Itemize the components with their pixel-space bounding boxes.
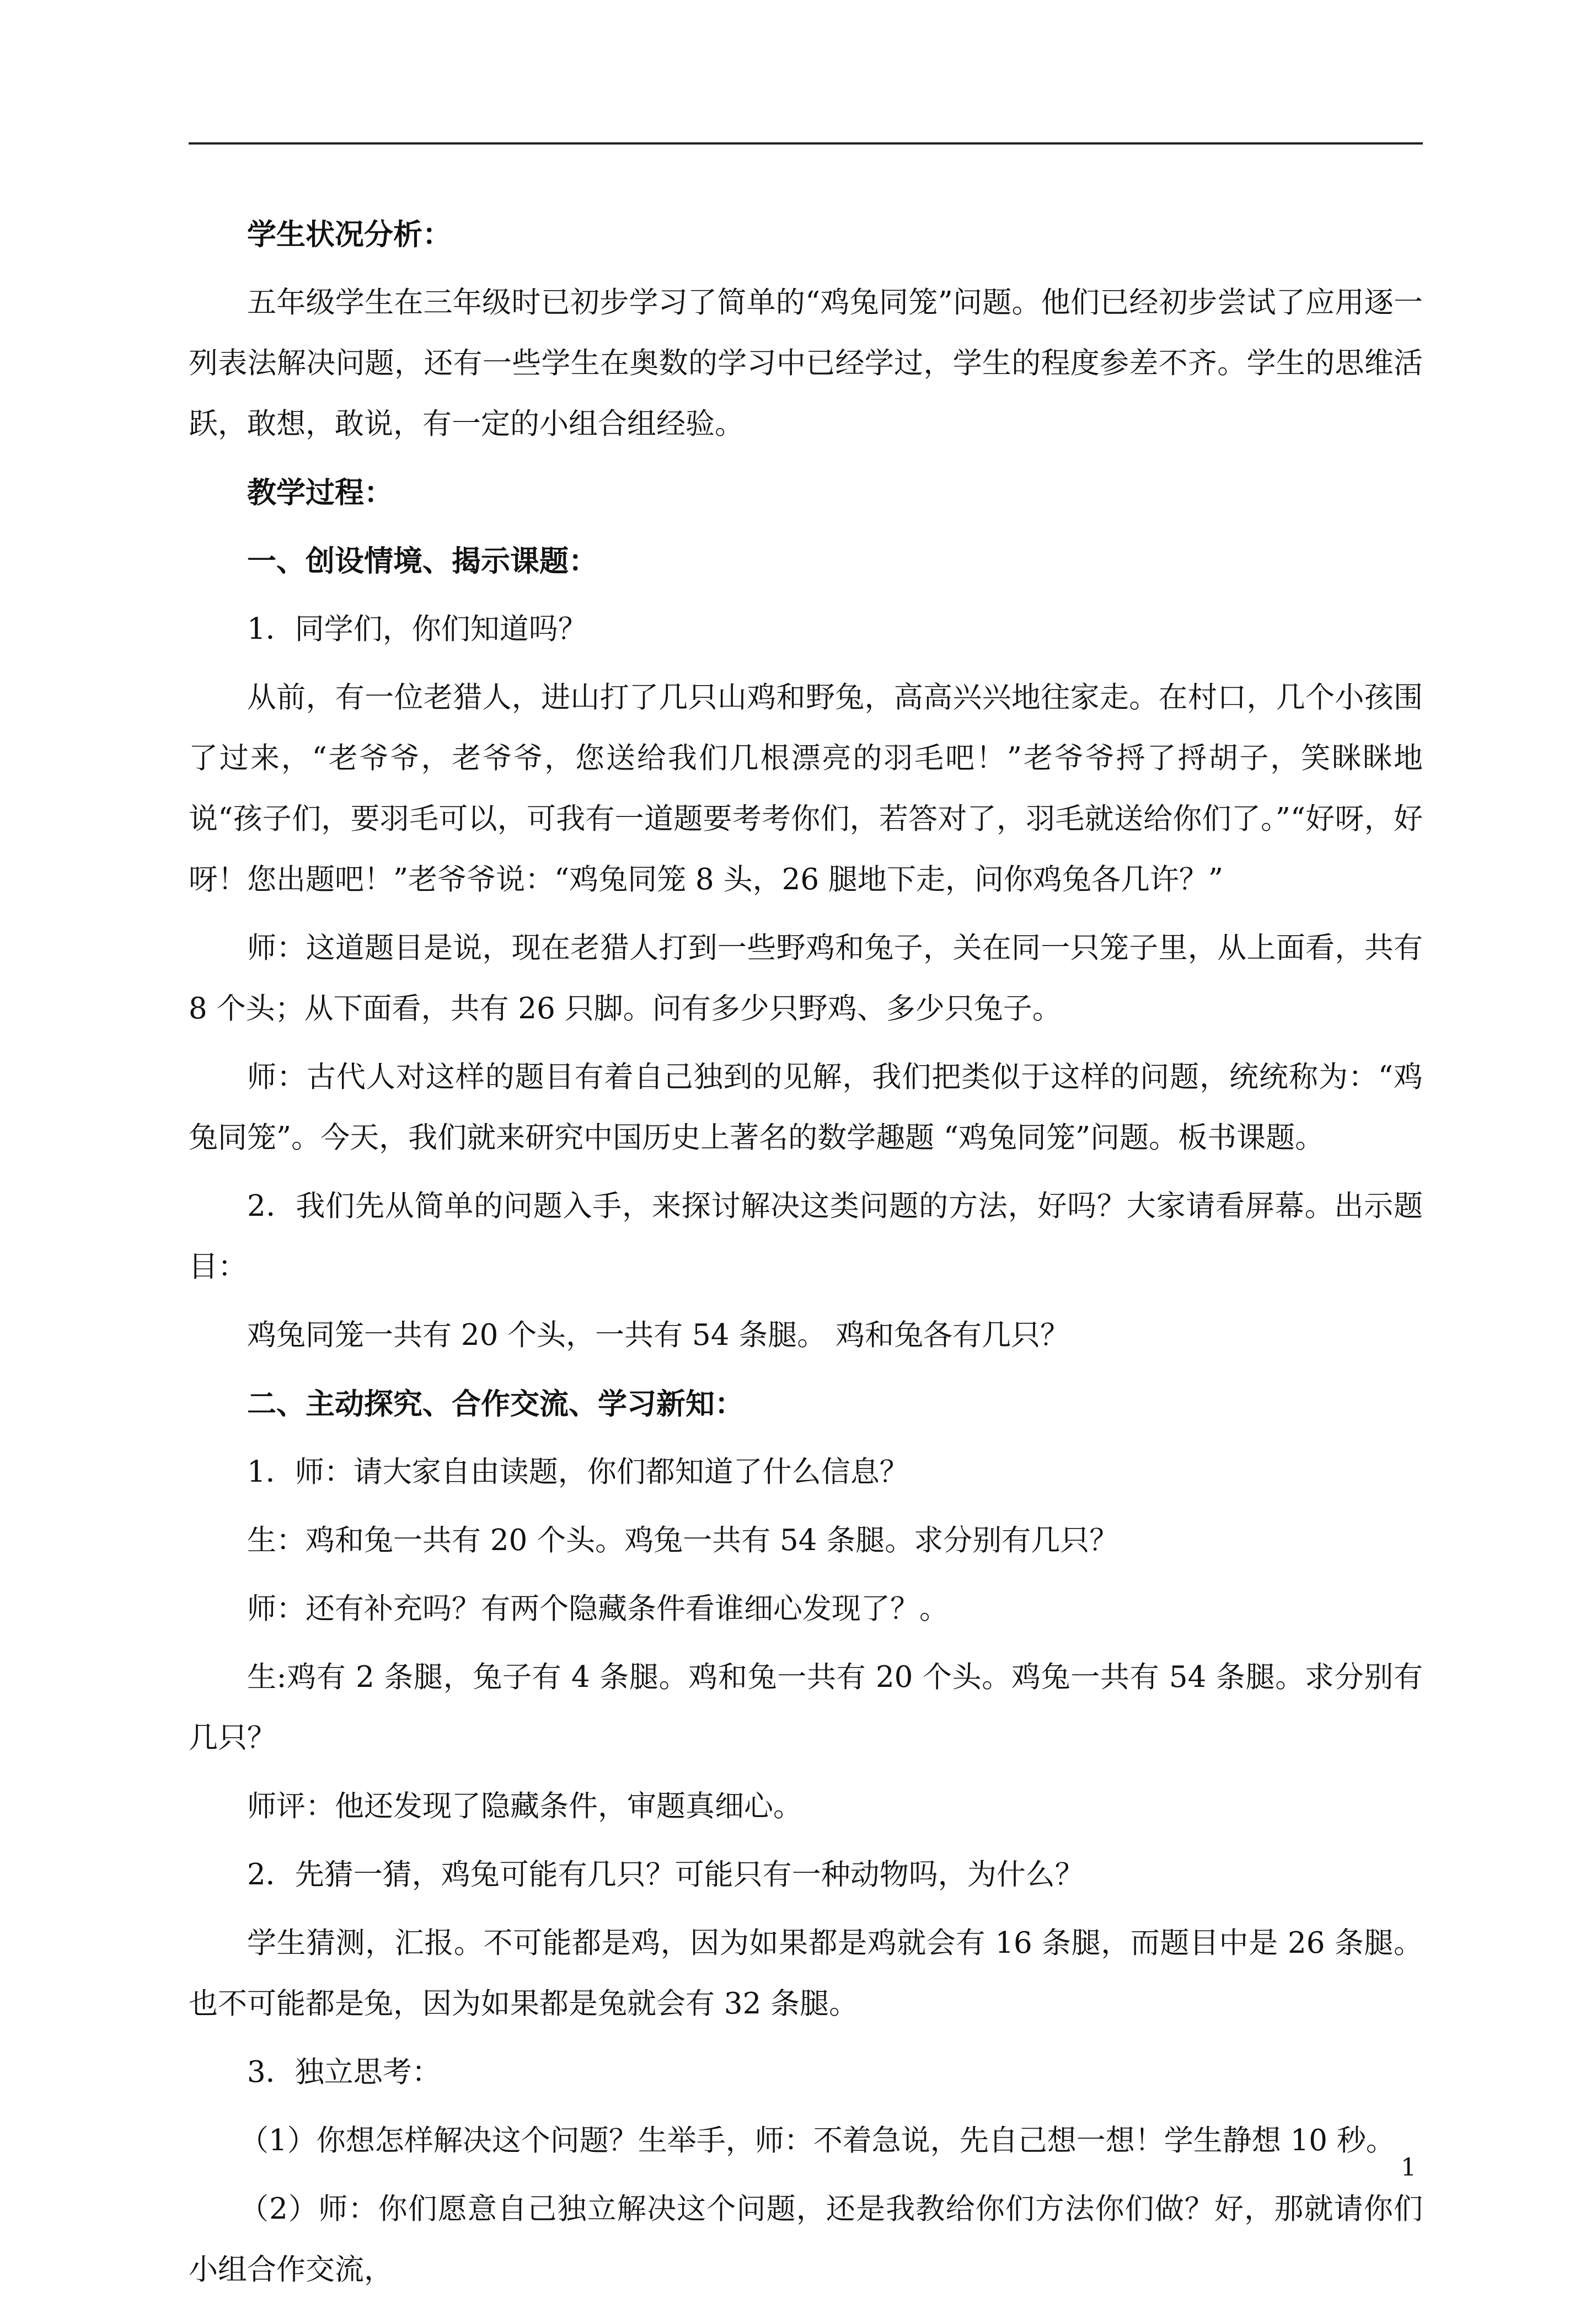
paragraph-student-guess: 学生猜测，汇报。不可能都是鸡，因为如果都是鸡就会有 16 条腿，而题目中是 26 条腿。也不可能都是兔，因为如果都是兔就会有 32 条腿。 [189,1926,1423,2021]
paragraph-sub-1: （1）你想怎样解决这个问题？生举手，师：不着急说，先自己想一想！学生静想 10 秒。 [239,2124,1395,2157]
section-heading-student-analysis: 学生状况分析： [247,217,452,252]
document-body [189,204,1423,2308]
paragraph-student-analysis: 五年级学生在三年级时已初步学习了简单的“鸡兔同笼”问题。他们已经初步尝试了应用逐一列表法解决问题，还有一些学生在奥数的学习中已经学过，学生的程度参差不齐。学生的思维活跃，敢想，敢说，有一定的小组合组经验。 [189,286,1423,441]
paragraph-teacher-explain: 师：这道题目是说，现在老猎人打到一些野鸡和兔子，关在同一只笼子里，从上面看，共有 8 个头；从下面看，共有 26 只脚。问有多少只野鸡、多少只兔子。 [189,931,1423,1025]
page-number: 1 [1401,2154,1416,2182]
paragraph-story: 从前，有一位老猎人，进山打了几只山鸡和野兔，高高兴兴地往家走。在村口，几个小孩围了过来，“老爷爷，老爷爷，您送给我们几根漂亮的羽毛吧！”老爷爷捋了捋胡子，笑眯眯地说“孩子们，要羽毛可以，可我有一道题要考考你们，若答对了，羽毛就送给你们了。”“好呀，好呀！您出题吧！”老爷爷说：“鸡兔同笼 8 头，26 腿地下走，问你鸡兔各几许？” [189,681,1423,896]
header-rule [189,142,1423,145]
section-heading-part-two: 二、主动探究、合作交流、学习新知： [247,1387,744,1421]
paragraph-teacher-comment: 师评：他还发现了隐藏条件，审题真细心。 [247,1789,802,1823]
paragraph-problem-statement: 鸡兔同笼一共有 20 个头，一共有 54 条腿。 鸡和兔各有几只？ [247,1318,1070,1352]
paragraph-teacher-read: 1．师：请大家自由读题，你们都知道了什么信息？ [247,1455,909,1489]
paragraph-sub-2: （2）师：你们愿意自己独立解决这个问题，还是我教给你们方法你们做？好，那就请你们小组合作交流， [189,2192,1423,2286]
section-heading-part-one: 一、创设情境、揭示课题： [247,544,598,578]
section-heading-teaching-process: 教学过程： [247,476,393,510]
paragraph-student-answer-1: 生：鸡和兔一共有 20 个头。鸡兔一共有 54 条腿。求分别有几只？ [247,1524,1119,1557]
paragraph-simple-problem: 2．我们先从简单的问题入手，来探讨解决这类问题的方法，好吗？大家请看屏幕。出示题目： [189,1189,1423,1284]
paragraph-student-answer-2: 生:鸡有 2 条腿，兔子有 4 条腿。鸡和兔一共有 20 个头。鸡兔一共有 54 条腿。求分别有几只？ [189,1660,1423,1755]
paragraph-guess: 2．先猜一猜，鸡兔可能有几只？可能只有一种动物吗，为什么？ [247,1858,1084,1892]
paragraph-independent-thinking: 3．独立思考： [247,2055,441,2089]
paragraph-teacher-history: 师：古代人对这样的题目有着自己独到的见解，我们把类似于这样的问题，统统称为：“鸡兔同笼”。今天，我们就来研究中国历史上著名的数学趣题 “鸡兔同笼”问题。板书课题。 [189,1060,1423,1155]
paragraph-question-intro: 1．同学们，你们知道吗？ [247,612,587,646]
paragraph-teacher-hidden: 师：还有补充吗？有两个隐藏条件看谁细心发现了？。 [247,1592,949,1626]
